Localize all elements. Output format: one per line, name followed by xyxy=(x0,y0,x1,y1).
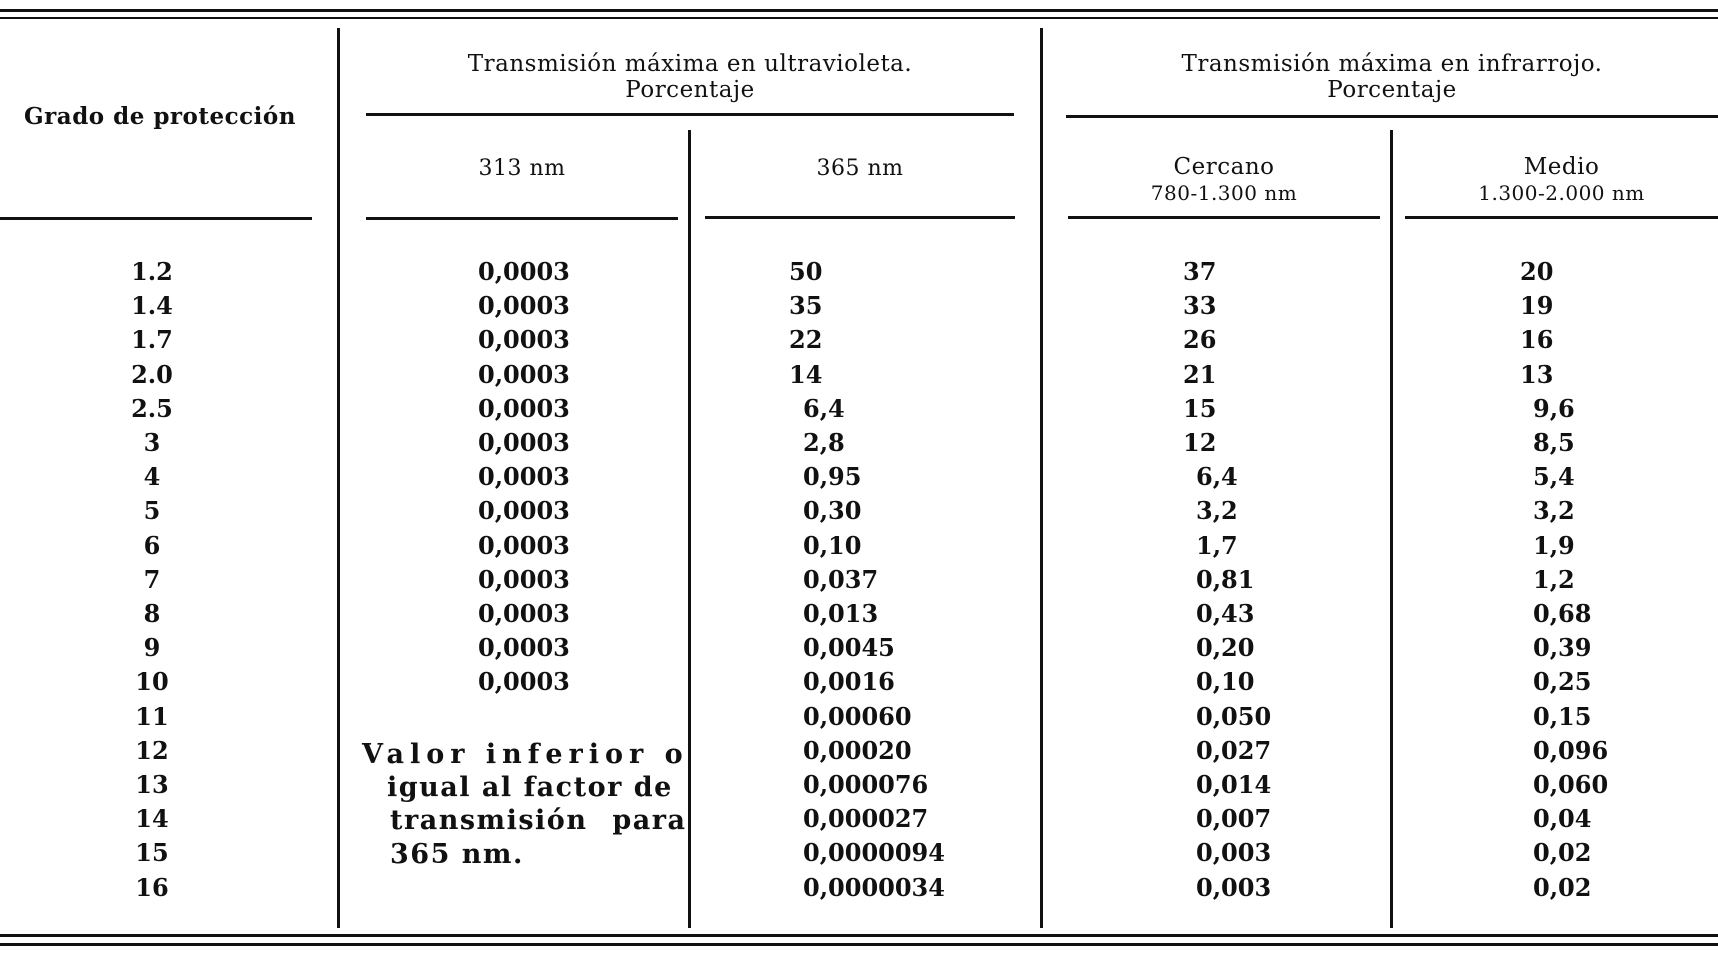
cell-ir-mid: 13 xyxy=(1520,359,1554,389)
cell-uv313: 0,0003 xyxy=(478,257,570,286)
cell-grade: 10 xyxy=(135,667,169,697)
cell-grade: 1.7 xyxy=(131,325,173,355)
cell-ir-near: 0,003 xyxy=(1196,872,1272,902)
divider-irnear-irmid xyxy=(1390,130,1393,928)
cell-grade: 11 xyxy=(135,701,169,731)
cell-uv365: 0,000076 xyxy=(803,770,929,799)
cell-uv365: 22 xyxy=(789,325,823,355)
cell-ir-mid: 0,02 xyxy=(1533,872,1592,902)
cell-ir-mid: 20 xyxy=(1520,257,1554,286)
cell-ir-mid: 9,6 xyxy=(1533,393,1575,423)
irnear-header-underline xyxy=(1068,216,1380,219)
cell-uv313: 0,0003 xyxy=(478,599,570,628)
cell-uv313: 0,0003 xyxy=(478,325,570,355)
cell-uv365: 0,0000034 xyxy=(803,872,945,902)
cell-ir-near: 21 xyxy=(1183,359,1217,389)
uv365-header-underline xyxy=(705,216,1015,219)
grade-header-underline xyxy=(0,217,312,220)
cell-uv365: 14 xyxy=(789,359,823,389)
cell-grade: 2.0 xyxy=(131,359,173,389)
cell-uv365: 0,0016 xyxy=(803,667,895,697)
cell-grade: 2.5 xyxy=(131,393,173,423)
cell-uv365: 0,0000094 xyxy=(803,838,945,868)
note-line-2: igual al factor de xyxy=(387,772,673,803)
ir-group-header-line2: Porcentaje xyxy=(1327,77,1457,103)
cell-uv365: 2,8 xyxy=(803,428,845,457)
cell-uv313: 0,0003 xyxy=(478,359,570,389)
cell-ir-mid: 8,5 xyxy=(1533,428,1575,457)
cell-grade: 5 xyxy=(143,496,161,526)
cell-grade: 12 xyxy=(135,735,169,765)
uv365-header: 365 nm xyxy=(816,156,904,181)
cell-ir-mid: 0,096 xyxy=(1533,735,1609,765)
top-rule-inner xyxy=(0,17,1718,19)
cell-ir-near: 6,4 xyxy=(1196,462,1238,492)
cell-uv365: 0,00020 xyxy=(803,735,912,765)
cell-uv365: 0,000027 xyxy=(803,804,929,834)
cell-grade: 16 xyxy=(135,872,169,902)
cell-ir-near: 3,2 xyxy=(1196,496,1238,526)
irnear-header-range: 780-1.300 nm xyxy=(1150,181,1298,205)
cell-uv365: 0,013 xyxy=(803,599,879,628)
cell-uv365: 0,037 xyxy=(803,564,879,594)
uv-group-underline xyxy=(366,113,1014,116)
divider-uv-ir xyxy=(1040,28,1043,928)
cell-ir-mid: 5,4 xyxy=(1533,462,1575,492)
cell-uv365: 0,30 xyxy=(803,496,862,526)
cell-ir-mid: 0,060 xyxy=(1533,770,1609,799)
cell-ir-near: 33 xyxy=(1183,291,1217,321)
cell-ir-near: 0,10 xyxy=(1196,667,1255,697)
cell-ir-mid: 3,2 xyxy=(1533,496,1575,526)
top-rule-outer xyxy=(0,9,1718,12)
irmid-header-range: 1.300-2.000 nm xyxy=(1478,181,1645,205)
cell-grade: 8 xyxy=(143,599,161,628)
cell-ir-mid: 1,9 xyxy=(1533,530,1575,560)
uv-group-header-line1: Transmisión máxima en ultravioleta. xyxy=(467,51,913,77)
cell-grade: 14 xyxy=(135,804,169,834)
cell-ir-mid: 0,04 xyxy=(1533,804,1592,834)
cell-uv313: 0,0003 xyxy=(478,496,570,526)
cell-ir-mid: 19 xyxy=(1520,291,1554,321)
cell-uv365: 0,95 xyxy=(803,462,862,492)
cell-uv313: 0,0003 xyxy=(478,462,570,492)
ir-group-underline xyxy=(1066,115,1718,118)
cell-ir-near: 0,027 xyxy=(1196,735,1272,765)
cell-uv313: 0,0003 xyxy=(478,667,570,697)
cell-grade: 6 xyxy=(143,530,161,560)
cell-grade: 1.4 xyxy=(131,291,173,321)
cell-grade: 4 xyxy=(143,462,161,492)
cell-ir-near: 0,007 xyxy=(1196,804,1272,834)
cell-ir-near: 0,81 xyxy=(1196,564,1255,594)
bottom-rule-outer xyxy=(0,934,1718,937)
cell-ir-near: 0,014 xyxy=(1196,770,1272,799)
cell-ir-near: 0,050 xyxy=(1196,701,1272,731)
cell-grade: 9 xyxy=(143,633,161,663)
cell-ir-near: 0,43 xyxy=(1196,599,1255,628)
cell-uv313: 0,0003 xyxy=(478,428,570,457)
divider-grade-uv xyxy=(337,28,340,928)
cell-ir-near: 12 xyxy=(1183,428,1217,457)
cell-ir-mid: 0,25 xyxy=(1533,667,1592,697)
cell-grade: 1.2 xyxy=(131,257,173,286)
uv313-header: 313 nm xyxy=(478,156,566,181)
cell-ir-near: 0,003 xyxy=(1196,838,1272,868)
cell-ir-mid: 0,15 xyxy=(1533,701,1592,731)
cell-grade: 15 xyxy=(135,838,169,868)
cell-ir-mid: 0,68 xyxy=(1533,599,1592,628)
cell-uv313: 0,0003 xyxy=(478,564,570,594)
cell-uv365: 0,10 xyxy=(803,530,862,560)
cell-ir-near: 15 xyxy=(1183,393,1217,423)
cell-uv365: 35 xyxy=(789,291,823,321)
cell-uv313: 0,0003 xyxy=(478,633,570,663)
cell-ir-mid: 16 xyxy=(1520,325,1554,355)
irmid-header-label: Medio xyxy=(1523,154,1600,180)
note-line-4: 365 nm. xyxy=(390,839,524,870)
cell-ir-mid: 1,2 xyxy=(1533,564,1575,594)
cell-ir-near: 1,7 xyxy=(1196,530,1238,560)
bottom-rule-inner xyxy=(0,943,1718,946)
cell-ir-near: 0,20 xyxy=(1196,633,1255,663)
divider-uv313-uv365 xyxy=(688,130,691,928)
note-line-3: transmisión para xyxy=(390,805,687,836)
cell-uv365: 0,00060 xyxy=(803,701,912,731)
cell-grade: 13 xyxy=(135,770,169,799)
irnear-header-label: Cercano xyxy=(1173,154,1275,180)
cell-uv313: 0,0003 xyxy=(478,291,570,321)
cell-grade: 7 xyxy=(143,564,161,594)
cell-ir-near: 26 xyxy=(1183,325,1217,355)
uv313-header-underline xyxy=(366,217,678,220)
ir-group-header-line1: Transmisión máxima en infrarrojo. xyxy=(1181,51,1603,77)
uv-group-header-line2: Porcentaje xyxy=(625,77,755,103)
irmid-header-underline xyxy=(1405,216,1718,219)
cell-uv365: 0,0045 xyxy=(803,633,895,663)
cell-uv313: 0,0003 xyxy=(478,393,570,423)
cell-uv313: 0,0003 xyxy=(478,530,570,560)
cell-ir-mid: 0,39 xyxy=(1533,633,1592,663)
cell-ir-near: 37 xyxy=(1183,257,1217,286)
cell-ir-mid: 0,02 xyxy=(1533,838,1592,868)
grade-header: Grado de protección xyxy=(24,103,296,130)
cell-grade: 3 xyxy=(143,428,161,457)
cell-uv365: 6,4 xyxy=(803,393,845,423)
cell-uv365: 50 xyxy=(789,257,823,286)
note-line-1: Valor inferior o xyxy=(362,739,689,770)
